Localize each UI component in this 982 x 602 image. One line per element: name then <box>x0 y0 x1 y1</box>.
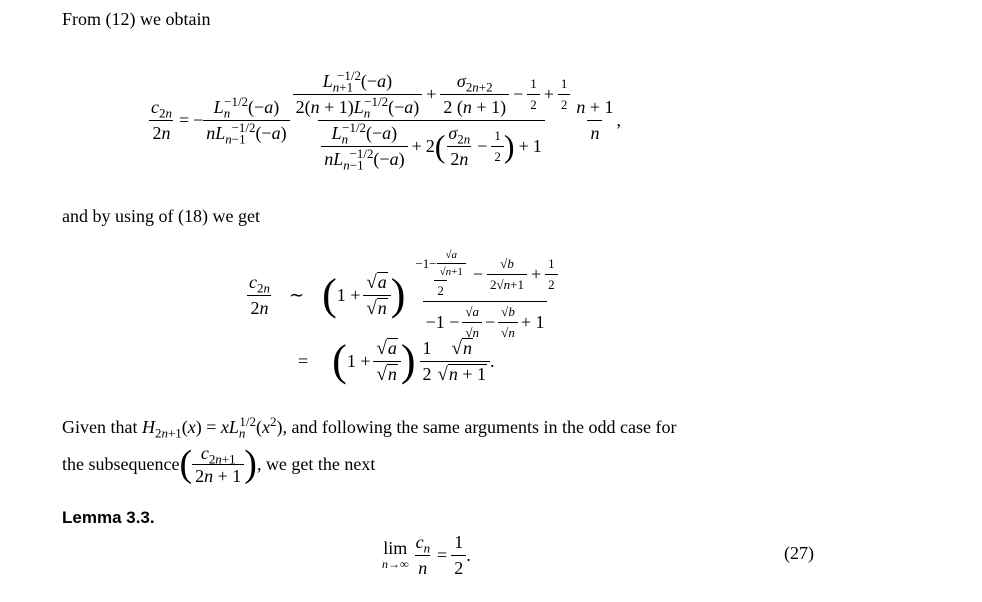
frac-c2n1-over-2n1: $\frac{c_{2n+1}}{2n + 1}$ <box>192 444 244 485</box>
equation-asymptotic-line2: = ( 1 + √ a √ n ) $\frac{1}{2}$ √ n √ n + 1 . <box>298 336 495 385</box>
paragraph-using-18: and by using of (18) we get <box>62 206 260 226</box>
frac-L-ratio: $\frac{L_n^{-1/2}(-a)}{nL_{n-1}^{-1/2}(-a)}$ <box>203 97 289 144</box>
equation-asymptotic-line1: $\frac{c_{2n}}{2n}$ ∼ ( 1 + √ a √ n ) −1− $\frac{√a}{√n+1}$ 2 − $\frac{√b}{2√n+1}$ + $\frac{1}{2}$ −1 − $\frac{√a}{√n}$ − $\frac{√b}{√n}$ + 1 <box>246 255 561 335</box>
equation-number: (27) <box>784 543 814 563</box>
equation-limit: lim n→∞ $\frac{c_n}{n}$ = $\frac{1}{2}$ . <box>382 531 471 578</box>
equation-c2n-expansion: $\frac{c_{2n}}{2n}$ = − $\frac{L_n^{-1/2}(-a)}{nL_{n-1}^{-1/2}(-a)}$ $\frac{L_{n+1}^{-1/2}(-a)}{2(n + 1)L_n^{-1/2}(-a)}$ + $\frac{\sigma_{2n+2}}{2 (n + 1)}$ − $\frac{1}{2}$ + $\frac{1}{2}$ $\frac{L_n^{-1/2}(-a)}{nL_{n-1}^{-1/2}(-a)}$ + 2 ( $\frac{\sigma_{2n}}{2n}$ − $\frac{1}{2}$ ) + 1 $\frac{n + 1}{n}$ , <box>148 60 621 180</box>
frac-big-ratio: $\frac{L_{n+1}^{-1/2}(-a)}{2(n + 1)L_n^{-1/2}(-a)}$ + $\frac{\sigma_{2n+2}}{2 (n + 1)}$ − $\frac{1}{2}$ + $\frac{1}{2}$ $\frac{L_n^{-1/2}(-a)}{nL_{n-1}^{-1/2}(-a)}$ + 2 ( $\frac{\sigma_{2n}}{2n}$ − $\frac{1}{2}$ ) + 1 <box>290 71 574 170</box>
paragraph-given-that: Given that $H_{2n+1}(x) = xL_n^{1/2}(x^2)$, and following the same arguments in the odd case for <box>62 414 677 441</box>
paragraph-subsequence: the subsequence ( $\frac{c_{2n+1}}{2n + 1}$ ) , we get the next <box>62 442 376 486</box>
frac-c2n-over-2n: $\frac{c_{2n}}{2n}$ <box>151 96 172 143</box>
frac-n-plus-1-over-n: $\frac{n + 1}{n}$ <box>576 96 614 143</box>
paragraph-from-12: From (12) we obtain <box>62 9 211 29</box>
inline-math-H2n1: $H_{2n+1}(x) = xL_n^{1/2}(x^2)$ <box>141 414 283 441</box>
lemma-title: Lemma 3.3. <box>62 508 155 527</box>
